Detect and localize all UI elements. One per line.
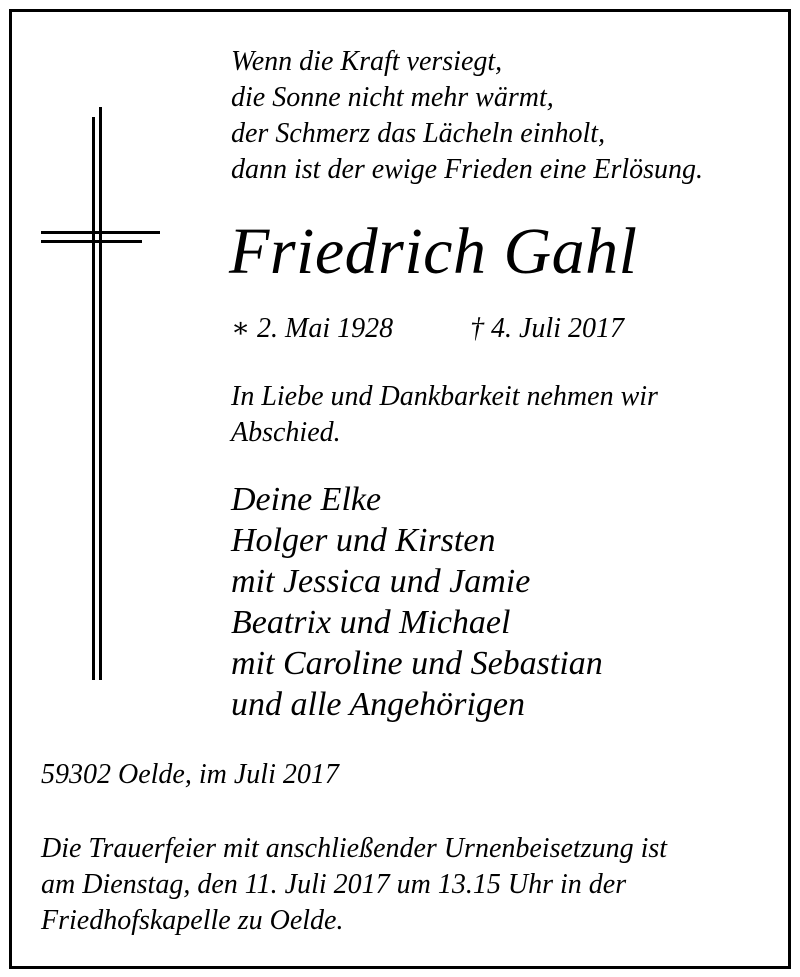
mourner-line: mit Caroline und Sebastian xyxy=(231,645,603,682)
mourner-line: mit Jessica und Jamie xyxy=(231,563,531,600)
service-line: am Dienstag, den 11. Juli 2017 um 13.15 Uhr in der xyxy=(41,869,627,900)
cross-vertical-line xyxy=(92,117,95,680)
death-date: † 4. Juli 2017 xyxy=(470,313,624,344)
mourner-line: Beatrix und Michael xyxy=(231,604,511,641)
service-line: Die Trauerfeier mit anschließender Urnenbeisetzung ist xyxy=(41,833,668,864)
farewell-line: Abschied. xyxy=(231,417,341,448)
poem-line: die Sonne nicht mehr wärmt, xyxy=(231,82,554,113)
birth-date: ∗ 2. Mai 1928 xyxy=(231,313,394,344)
mourners-list xyxy=(231,479,603,725)
poem-line: der Schmerz das Lächeln einholt, xyxy=(231,118,606,149)
cross-vertical-line xyxy=(99,107,102,680)
poem-verse xyxy=(231,44,703,188)
mourner-line: und alle Angehörigen xyxy=(231,686,525,723)
place-and-date: 59302 Oelde, im Juli 2017 xyxy=(41,759,339,790)
mourner-line: Deine Elke xyxy=(231,481,382,518)
poem-line: Wenn die Kraft versiegt, xyxy=(231,46,503,77)
farewell-line: In Liebe und Dankbarkeit nehmen wir xyxy=(231,381,658,412)
farewell-text xyxy=(231,379,658,451)
funeral-service-info xyxy=(41,831,667,939)
cross-horizontal-line xyxy=(41,231,160,234)
mourner-line: Holger und Kirsten xyxy=(231,522,496,559)
cross-horizontal-line xyxy=(41,240,142,243)
service-line: Friedhofskapelle zu Oelde. xyxy=(41,905,344,936)
poem-line: dann ist der ewige Frieden eine Erlösung. xyxy=(231,154,704,185)
deceased-name: Friedrich Gahl xyxy=(229,215,638,288)
